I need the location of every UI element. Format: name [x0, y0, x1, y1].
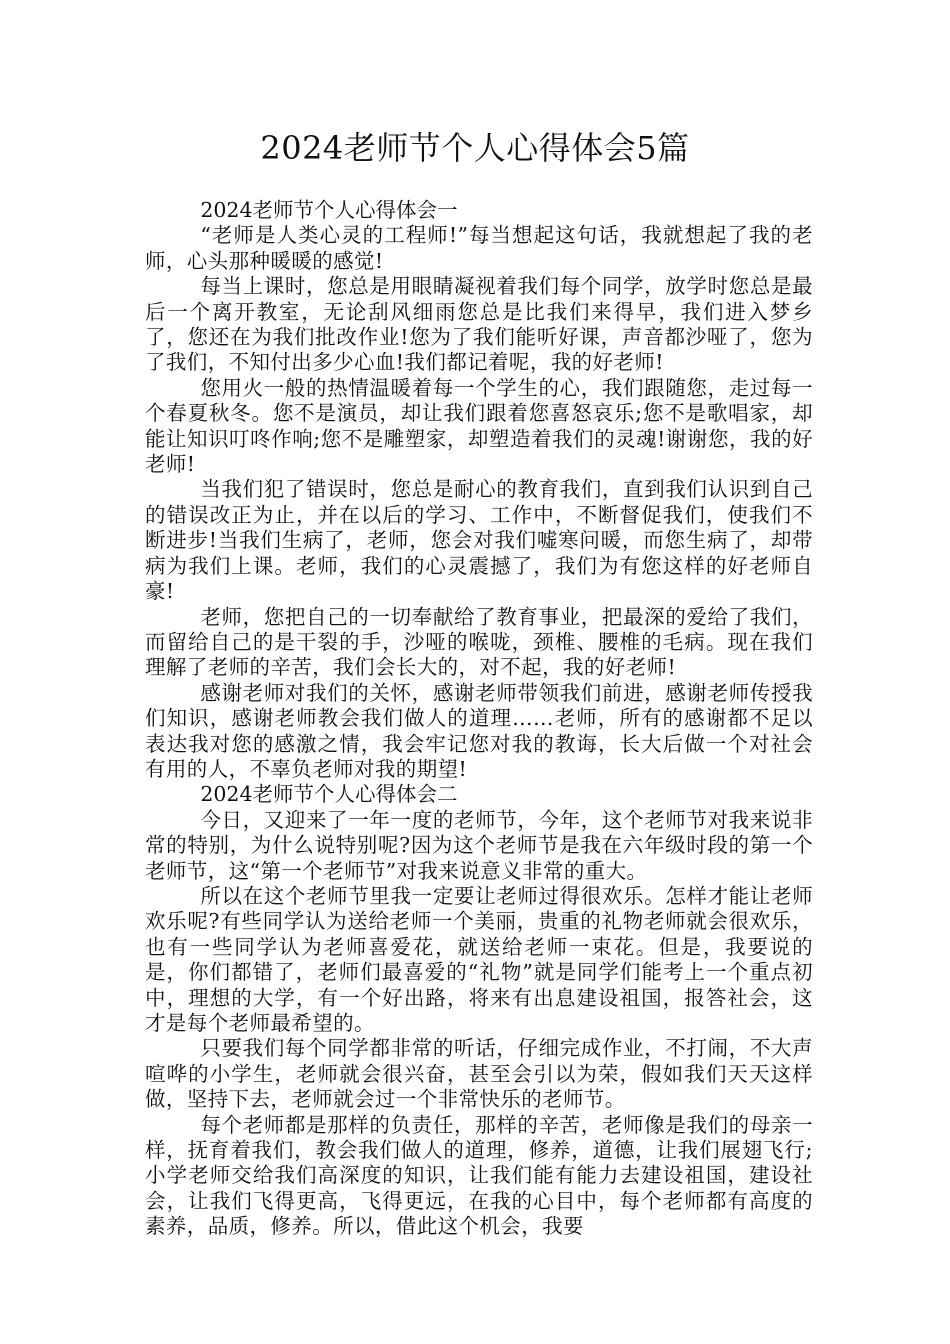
paragraph: “老师是人类心灵的工程师!”每当想起这句话，我就想起了我的老师，心头那种暖暖的感觉! [145, 223, 813, 273]
document-title: 2024老师节个人心得体会5篇 [260, 129, 690, 167]
paragraph: 每当上课时，您总是用眼睛凝视着我们每个同学，放学时您总是最后一个离开教室，无论刮风细雨您总是比我们来得早，我们进入梦乡了，您还在为我们批改作业!您为了我们能听好课，声音都沙哑了，您为了我们，不知付出多少心血!我们都记着呢，我的好老师! [145, 274, 813, 375]
paragraph: 当我们犯了错误时，您总是耐心的教育我们，直到我们认识到自己的错误改正为止，并在以后的学习、工作中，不断督促我们，使我们不断进步!当我们生病了，老师，您会对我们嘘寒问暖，而您生病了，却带病为我们上课。老师，我们的心灵震撼了，我们为有您这样的好老师自豪! [145, 477, 813, 604]
section-heading: 2024老师节个人心得体会二 [200, 782, 458, 807]
paragraph: 老师，您把自己的一切奉献给了教育事业，把最深的爱给了我们，而留给自己的是干裂的手，沙哑的喉咙，颈椎、腰椎的毛病。现在我们理解了老师的辛苦，我们会长大的，对不起，我的好老师! [145, 604, 813, 680]
paragraph: 您用火一般的热情温暖着每一个学生的心，我们跟随您，走过每一个春夏秋冬。您不是演员，却让我们跟着您喜怒哀乐;您不是歌唱家，却能让知识叮咚作响;您不是雕塑家，却塑造着我们的灵魂!谢谢您，我的好老师! [145, 375, 813, 477]
paragraph: 今日，又迎来了一年一度的老师节，今年，这个老师节对我来说非常的特别，为什么说特别呢?因为这个老师节是我在六年级时段的第一个老师节，这“第一个老师节”对我来说意义非常的重大。 [145, 807, 813, 883]
paragraph: 每个老师都是那样的负责任，那样的辛苦，老师像是我们的母亲一样，抚育着我们，教会我们做人的道理，修养，道德，让我们展翅飞行;小学老师交给我们高深度的知识，让我们能有能力去建设祖国，建设社会，让我们飞得更高，飞得更远，在我的心目中，每个老师都有高度的素养，品质，修养。所以，借此这个机会，我要 [145, 1112, 813, 1239]
document-body [145, 198, 813, 1240]
section-heading: 2024老师节个人心得体会一 [200, 198, 458, 222]
paragraph: 感谢老师对我们的关怀，感谢老师带领我们前进，感谢老师传授我们知识，感谢老师教会我们做人的道理……老师，所有的感谢都不足以表达我对您的感激之情，我会牢记您对我的教诲，长大后做一个对社会有用的人，不辜负老师对我的期望! [145, 680, 813, 781]
paragraph: 只要我们每个同学都非常的听话，仔细完成作业，不打闹，不大声喧哗的小学生，老师就会很兴奋，甚至会引以为荣，假如我们天天这样做，坚持下去，老师就会过一个非常快乐的老师节。 [145, 1036, 813, 1112]
paragraph: 所以在这个老师节里我一定要让老师过得很欢乐。怎样才能让老师欢乐呢?有些同学认为送给老师一个美丽，贵重的礼物老师就会很欢乐，也有一些同学认为老师喜爱花，就送给老师一束花。但是，我要说的是，你们都错了，老师们最喜爱的“礼物”就是同学们能考上一个重点初中，理想的大学，有一个好出路，将来有出息建设祖国，报答社会，这才是每个老师最希望的。 [145, 883, 813, 1035]
